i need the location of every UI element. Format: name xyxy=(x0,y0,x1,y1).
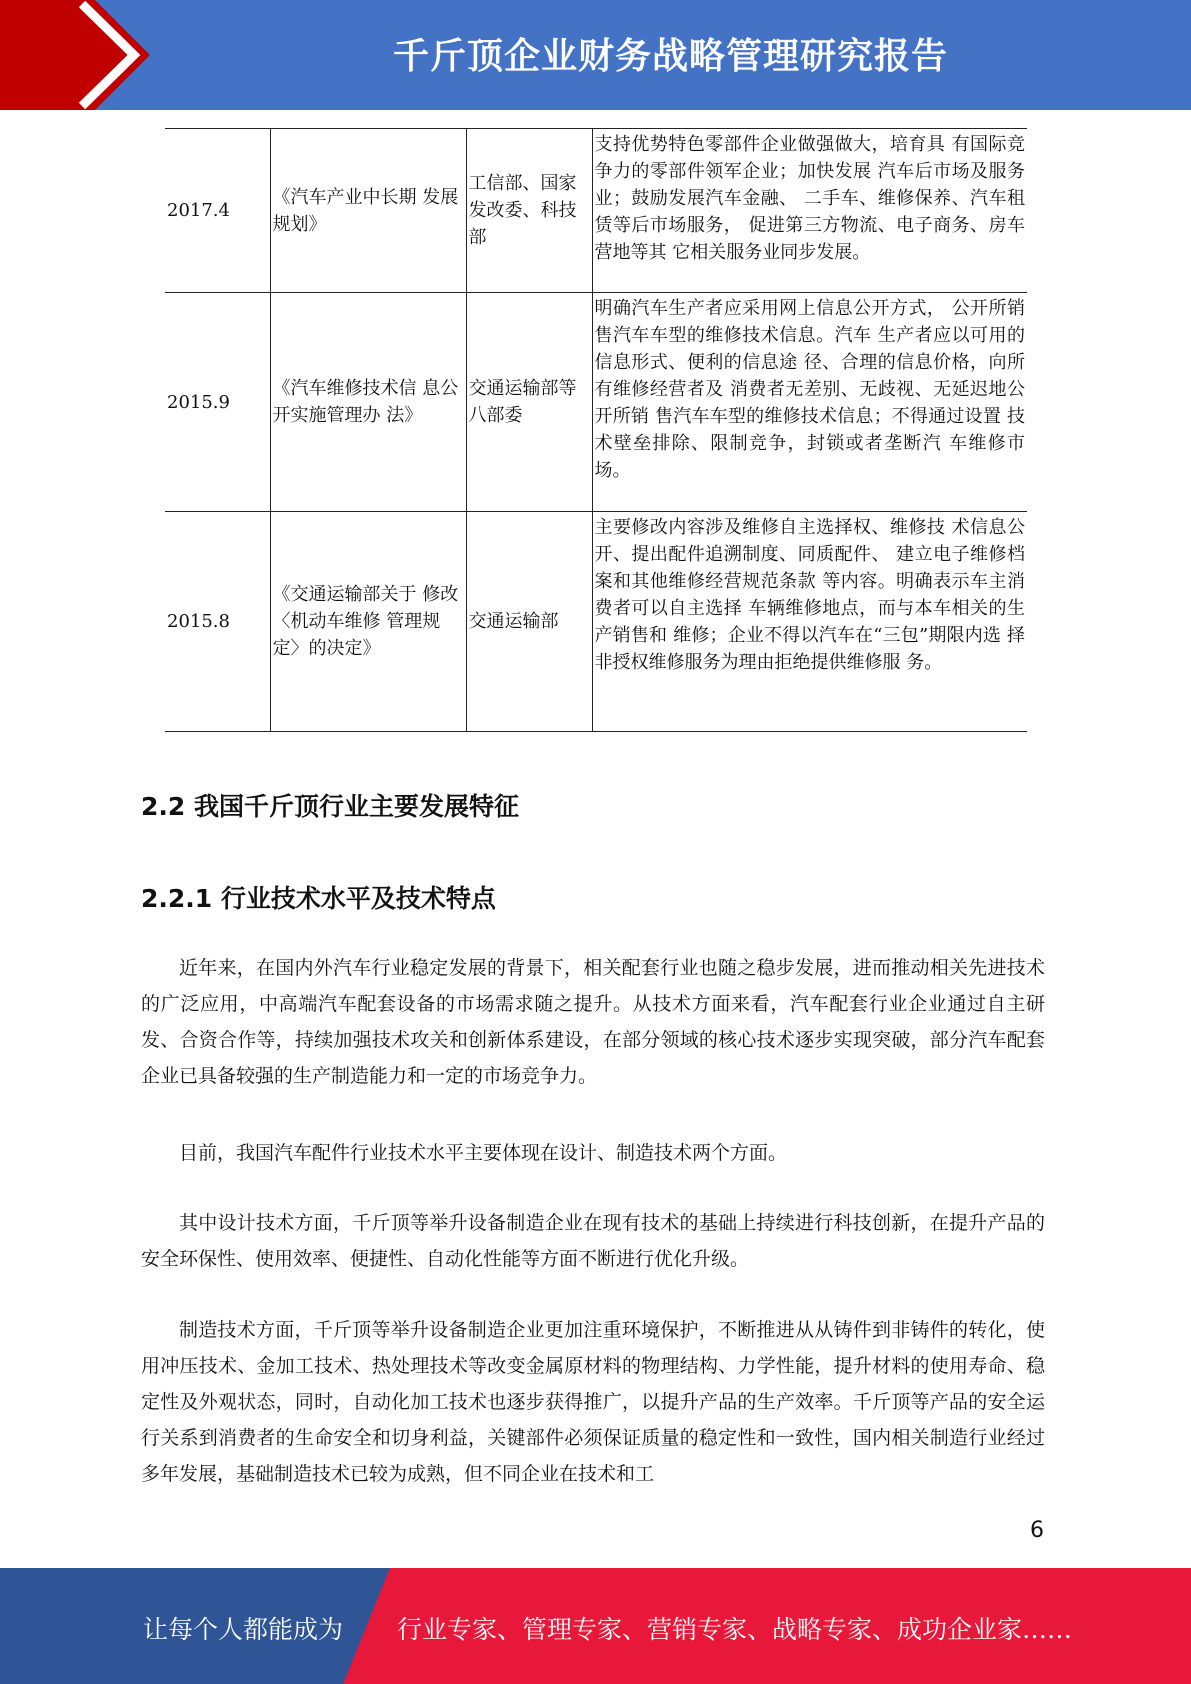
policy-name: 《汽车产业中长期 发展规划》 xyxy=(270,129,466,293)
footer-slogan-left: 让每个人都能成为 xyxy=(143,1615,344,1644)
policy-description: 主要修改内容涉及维修自主选择权、维修技 术信息公开、提出配件追溯制度、同质配件、 建立电子维修档案和其他维修经营规范条款 等内容。明确表示车主消费者可以自主选择 车辆维修地点，而与本车相关的生产销售和 维修；企业不得以汽车在“三包”期限内选 择非授权维修服务为理由拒绝提供维修服 务。 xyxy=(592,512,1027,732)
policy-department: 交通运输部 xyxy=(466,512,592,732)
policy-date: 2015.9 xyxy=(165,293,270,512)
section-heading: 2.2 我国千斤顶行业主要发展特征 xyxy=(141,792,519,821)
policy-description: 支持优势特色零部件企业做强做大，培育具 有国际竞争力的零部件领军企业；加快发展 汽车后市场及服务业；鼓励发展汽车金融、 二手车、维修保养、汽车租赁等后市场服务， 促进第三方物流、电子商务、房车营地等其 它相关服务业同步发展。 xyxy=(592,129,1027,293)
body-paragraph: 近年来，在国内外汽车行业稳定发展的背景下，相关配套行业也随之稳步发展，进而推动相关先进技术的广泛应用，中高端汽车配套设备的市场需求随之提升。从技术方面来看，汽车配套行业企业通过自主研发、合资合作等，持续加强技术攻关和创新体系建设，在部分领域的核心技术逐步实现突破，部分汽车配套企业已具备较强的生产制造能力和一定的市场竞争力。 xyxy=(141,957,1045,1087)
header-banner xyxy=(0,0,1191,110)
page-number: 6 xyxy=(1030,1518,1044,1543)
body-paragraph: 目前，我国汽车配件行业技术水平主要体现在设计、制造技术两个方面。 xyxy=(179,1142,788,1164)
table-row xyxy=(165,293,1027,512)
subsection-heading: 2.2.1 行业技术水平及技术特点 xyxy=(141,884,496,913)
table-row xyxy=(165,129,1027,293)
policy-department: 交通运输部等八部委 xyxy=(466,293,592,512)
policy-department: 工信部、国家发改委、科技部 xyxy=(466,129,592,293)
policy-date: 2015.8 xyxy=(165,512,270,732)
policy-name: 《交通运输部关于 修改〈机动车维修 管理规定〉的决定》 xyxy=(270,512,466,732)
footer-banner xyxy=(0,1568,1191,1684)
policy-table xyxy=(165,128,1027,732)
policy-name: 《汽车维修技术信 息公开实施管理办 法》 xyxy=(270,293,466,512)
table-row xyxy=(165,512,1027,732)
policy-date: 2017.4 xyxy=(165,129,270,293)
report-title: 千斤顶企业财务战略管理研究报告 xyxy=(392,36,948,77)
footer-slogan-right: 行业专家、管理专家、营销专家、战略专家、成功企业家…… xyxy=(397,1615,1073,1644)
body-paragraph: 其中设计技术方面，千斤顶等举升设备制造企业在现有技术的基础上持续进行科技创新，在提升产品的安全环保性、使用效率、便捷性、自动化性能等方面不断进行优化升级。 xyxy=(141,1212,1045,1270)
body-paragraph: 制造技术方面，千斤顶等举升设备制造企业更加注重环境保护，不断推进从从铸件到非铸件的转化，使用冲压技术、金加工技术、热处理技术等改变金属原材料的物理结构、力学性能，提升材料的使用寿命、稳定性及外观状态，同时，自动化加工技术也逐步获得推广，以提升产品的生产效率。千斤顶等产品的安全运行关系到消费者的生命安全和切身利益，关键部件必须保证质量的稳定性和一致性，国内相关制造行业经过多年发展，基础制造技术已较为成熟，但不同企业在技术和工 xyxy=(141,1319,1045,1485)
policy-description: 明确汽车生产者应采用网上信息公开方式， 公开所销售汽车车型的维修技术信息。汽车 生产者应以可用的信息形式、便利的信息途 径、合理的信息价格，向所有维修经营者及 消费者无差别、无歧视、无延迟地公开所销 售汽车车型的维修技术信息；不得通过设置 技术壁垒排除、限制竞争，封锁或者垄断汽 车维修市场。 xyxy=(592,293,1027,512)
